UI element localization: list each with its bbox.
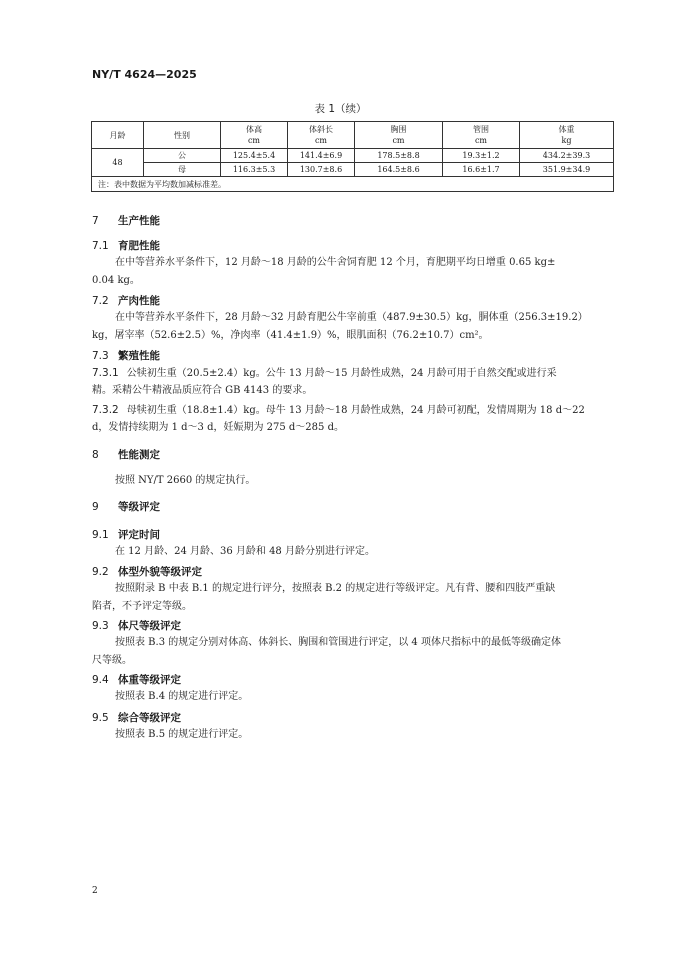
section-7-1-para-line1: 在中等营养水平条件下，12 月龄～18 月龄的公牛舍饲育肥 12 个月，育肥期平均日增重 0.65 kg± bbox=[115, 257, 556, 268]
section-9-3-heading: 9.3 体尺等级评定 bbox=[92, 620, 181, 632]
section-7-3-heading: 7.3 繁殖性能 bbox=[92, 350, 160, 362]
section-7-2-para-line2: kg，屠宰率（52.6±2.5）%，净肉率（41.4±1.9）%，眼肌面积（76.2±10.7）cm²。 bbox=[92, 330, 489, 341]
table-note: 注：表中数据为平均数加减标准差。 bbox=[92, 177, 614, 192]
table-row bbox=[92, 163, 614, 177]
section-9-5-heading: 9.5 综合等级评定 bbox=[92, 712, 181, 724]
section-9-2-para-line2: 陷者，不予评定等级。 bbox=[92, 601, 192, 612]
col-header-age: 月龄 bbox=[92, 122, 144, 149]
section-7-3-2-para-line1: 7.3.2 母犊初生重（18.8±1.4）kg。母牛 13 月龄～18 月龄性成熟，24 月龄可初配，发情周期为 18 d～22 bbox=[92, 404, 585, 416]
col-header-sex: 性别 bbox=[144, 122, 221, 149]
value-cell: 141.4±6.9 bbox=[288, 149, 355, 163]
section-7-3-2-para-line2: d，发情持续期为 1 d～3 d，妊娠期为 275 d～285 d。 bbox=[92, 422, 344, 433]
age-cell: 48 bbox=[92, 149, 144, 177]
col-header-body-length: 体斜长 cm bbox=[288, 122, 355, 149]
section-9-1-heading: 9.1 评定时间 bbox=[92, 529, 160, 541]
table-row bbox=[92, 149, 614, 163]
value-cell: 351.9±34.9 bbox=[520, 163, 614, 177]
sex-cell: 公 bbox=[144, 149, 221, 163]
section-7-3-1-para-line1: 7.3.1 公犊初生重（20.5±2.4）kg。公牛 13 月龄～15 月龄性成熟，24 月龄可用于自然交配或进行采 bbox=[92, 367, 557, 379]
section-7-2-heading: 7.2 产肉性能 bbox=[92, 295, 160, 307]
section-9-2-heading: 9.2 体型外貌等级评定 bbox=[92, 566, 202, 578]
value-cell: 434.2±39.3 bbox=[520, 149, 614, 163]
table-caption: 表 1（续） bbox=[314, 103, 367, 115]
standard-code: NY/T 4624—2025 bbox=[92, 68, 197, 81]
section-9-3-para-line2: 尺等级。 bbox=[92, 655, 132, 666]
value-cell: 116.3±5.3 bbox=[221, 163, 288, 177]
measurement-table bbox=[91, 121, 614, 192]
value-cell: 16.6±1.7 bbox=[443, 163, 520, 177]
section-9-4-para: 按照表 B.4 的规定进行评定。 bbox=[115, 691, 249, 702]
value-cell: 164.5±8.6 bbox=[355, 163, 443, 177]
table-header-row bbox=[92, 122, 614, 149]
section-9-2-para-line1: 按照附录 B 中表 B.1 的规定进行评分，按照表 B.2 的规定进行等级评定。凡有背、腰和四肢严重缺 bbox=[115, 583, 556, 594]
section-8-heading: 8 性能测定 bbox=[92, 449, 160, 461]
section-8-para: 按照 NY/T 2660 的规定执行。 bbox=[115, 475, 256, 486]
value-cell: 178.5±8.8 bbox=[355, 149, 443, 163]
section-7-1-para-line2: 0.04 kg。 bbox=[92, 275, 140, 286]
section-7-2-para-line1: 在中等营养水平条件下，28 月龄～32 月龄育肥公牛宰前重（487.9±30.5）kg，胴体重（256.3±19.2） bbox=[115, 312, 588, 323]
section-7-3-1-para-line2: 精。采精公牛精液品质应符合 GB 4143 的要求。 bbox=[92, 385, 313, 396]
section-9-3-para-line1: 按照表 B.3 的规定分别对体高、体斜长、胸围和管围进行评定，以 4 项体尺指标中的最低等级确定体 bbox=[115, 637, 561, 648]
value-cell: 130.7±8.6 bbox=[288, 163, 355, 177]
section-9-4-heading: 9.4 体重等级评定 bbox=[92, 674, 181, 686]
section-9-5-para: 按照表 B.5 的规定进行评定。 bbox=[115, 729, 249, 740]
section-7-heading: 7 生产性能 bbox=[92, 215, 160, 227]
page-number: 2 bbox=[92, 886, 98, 896]
sex-cell: 母 bbox=[144, 163, 221, 177]
col-header-weight: 体重 kg bbox=[520, 122, 614, 149]
table-note-row bbox=[92, 177, 614, 192]
col-header-height: 体高 cm bbox=[221, 122, 288, 149]
section-9-1-para: 在 12 月龄、24 月龄、36 月龄和 48 月龄分别进行评定。 bbox=[115, 546, 375, 557]
col-header-chest: 胸围 cm bbox=[355, 122, 443, 149]
value-cell: 19.3±1.2 bbox=[443, 149, 520, 163]
section-9-heading: 9 等级评定 bbox=[92, 501, 160, 513]
value-cell: 125.4±5.4 bbox=[221, 149, 288, 163]
col-header-cannon: 管围 cm bbox=[443, 122, 520, 149]
section-7-1-heading: 7.1 育肥性能 bbox=[92, 240, 160, 252]
